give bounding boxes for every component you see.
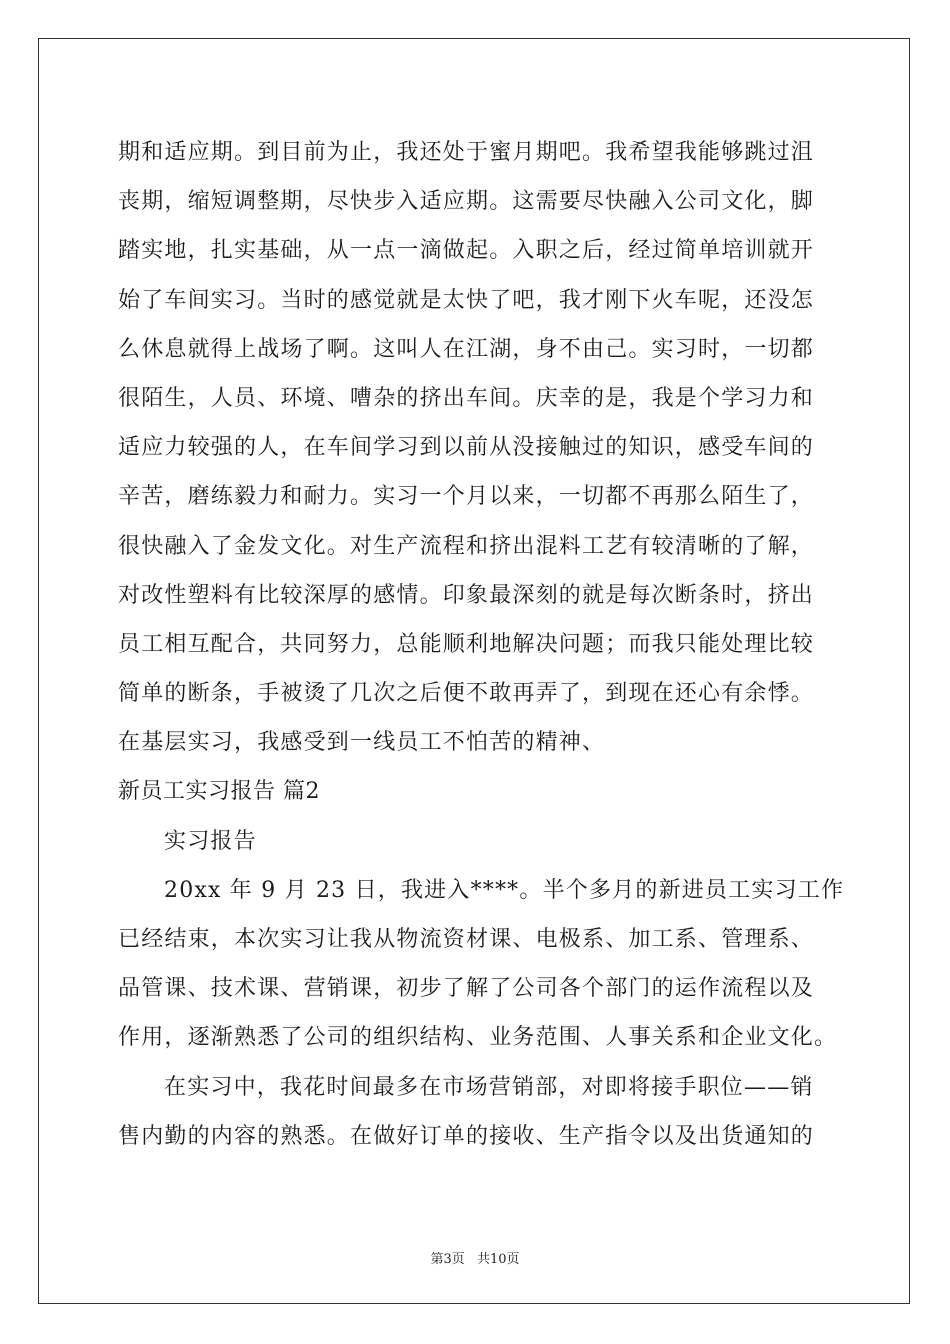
sub-heading: 实习报告 — [164, 828, 257, 854]
body-line: 简单的断条，手被烫了几次之后便不敢再弄了，到现在还心有余悸。 — [118, 681, 815, 707]
body-line: 售内勤的内容的熟悉。在做好订单的接收、生产指令以及出货通知的 — [118, 1123, 815, 1149]
body-line: 在实习中，我花时间最多在市场营销部，对即将接手职位——销 — [164, 1074, 814, 1100]
page-number: 第3页 — [430, 1252, 465, 1267]
body-line: 适应力较强的人，在车间学习到以前从没接触过的知识，感受车间的 — [118, 435, 815, 461]
body-line: 很快融入了金发文化。对生产流程和挤出混料工艺有较清晰的了解， — [118, 533, 815, 559]
body-line: 已经结束，本次实习让我从物流资材课、电极系、加工系、管理系、 — [118, 927, 815, 952]
body-line: 员工相互配合，共同努力，总能顺利地解决问题；而我只能处理比较 — [118, 631, 815, 657]
body-line: 辛苦，磨练毅力和耐力。实习一个月以来，一切都不再那么陌生了， — [118, 484, 815, 510]
body-line: 很陌生，人员、环境、嘈杂的挤出车间。庆幸的是，我是个学习力和 — [118, 385, 815, 411]
section-heading: 新员工实习报告 篇2 — [118, 779, 320, 805]
body-line: 始了车间实习。当时的感觉就是太快了吧，我才刚下火车呢，还没怎 — [118, 287, 815, 313]
body-line: 在基层实习，我感受到一线员工不怕苦的精神、 — [118, 730, 606, 756]
body-line: 么休息就得上战场了啊。这叫人在江湖，身不由己。实习时，一切都 — [118, 336, 815, 362]
page-total: 共10页 — [476, 1252, 520, 1267]
body-line: 丧期，缩短调整期，尽快步入适应期。这需要尽快融入公司文化，脚 — [118, 189, 815, 215]
body-line: 踏实地，扎实基础，从一点一滴做起。入职之后，经过简单培训就开 — [118, 238, 815, 264]
page-footer — [0, 1248, 950, 1267]
document-body — [118, 128, 845, 1161]
body-line: 作用，逐渐熟悉了公司的组织结构、业务范围、人事关系和企业文化。 — [118, 1025, 838, 1051]
body-line: 品管课、技术课、营销课，初步了解了公司各个部门的运作流程以及 — [118, 976, 815, 1002]
body-line: 对改性塑料有比较深厚的感情。印象最深刻的就是每次断条时，挤出 — [118, 582, 815, 608]
body-line: 20xx 年 9 月 23 日，我进入****。半个多月的新进员工实习工作 — [164, 877, 845, 903]
body-line: 期和适应期。到目前为止，我还处于蜜月期吧。我希望我能够跳过沮 — [118, 140, 815, 165]
